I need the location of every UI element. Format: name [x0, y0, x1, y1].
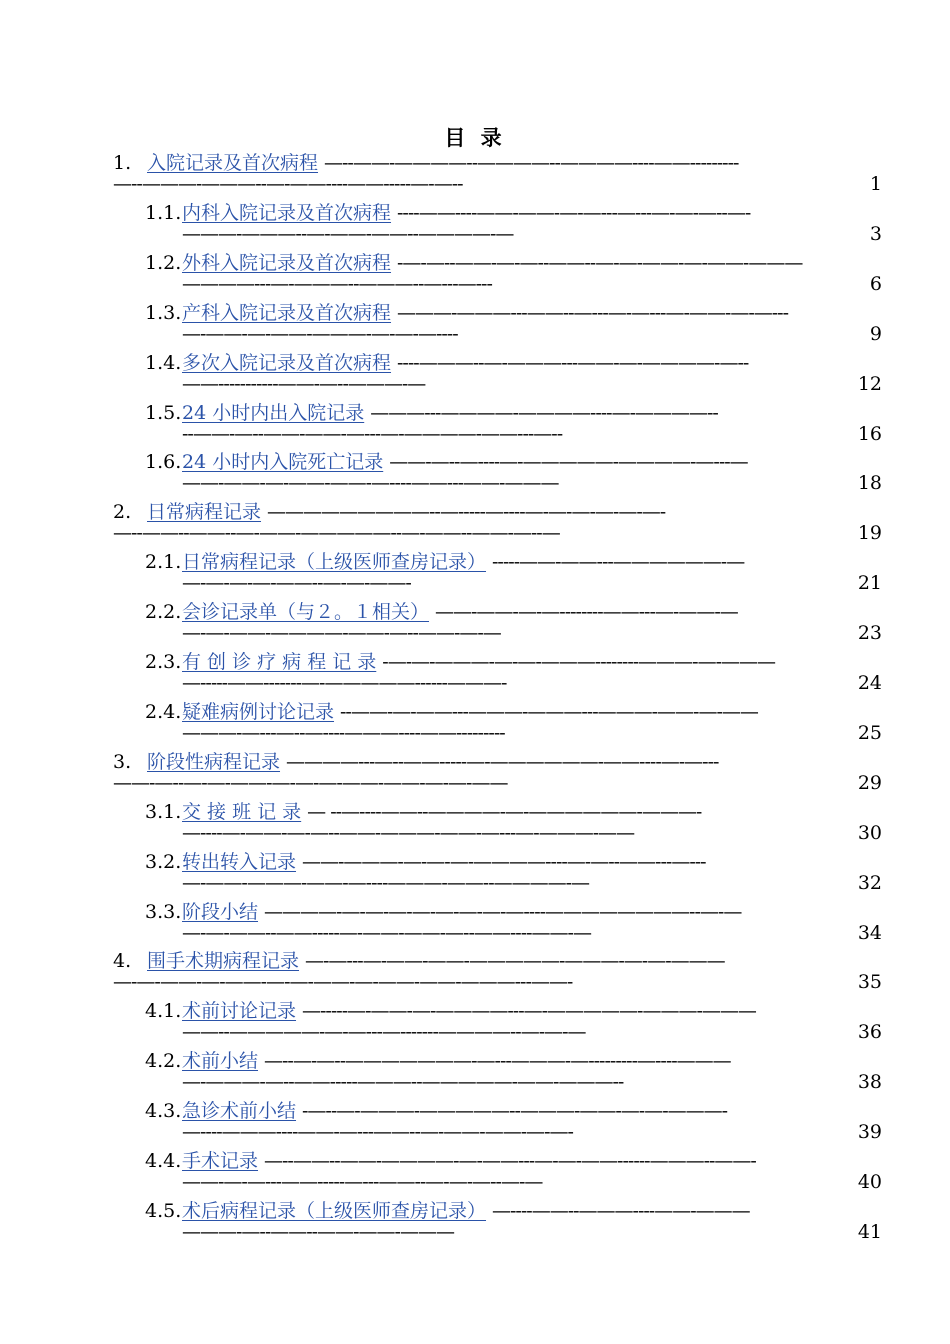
toc-entry-link[interactable]: 24 小时内出入院记录	[182, 401, 365, 424]
toc-entry-number: 3.1.	[145, 800, 182, 823]
toc-leader: —--——--——--—-——-—————--—-——--——-—--—	[113, 522, 560, 545]
toc-entry-link[interactable]: 有 创 诊 疗 病 程 记 录	[182, 651, 377, 673]
toc-entry-line	[145, 547, 882, 574]
toc-leader: ——-----------——-—--———-—	[182, 372, 426, 395]
toc-page-number: 1	[869, 173, 882, 195]
toc-leader: —————————--—-----—----—-—-—-—-—-—-	[267, 501, 666, 524]
toc-entry-link[interactable]: 术后病程记录（上级医师查房记录）	[182, 1199, 487, 1222]
toc-entry-number: 1.5.	[145, 401, 182, 424]
toc-page-number: 34	[857, 921, 882, 944]
toc-entry-line	[145, 897, 882, 924]
toc-entry	[0, 1146, 950, 1196]
toc-entry-link[interactable]: 围手术期病程记录	[147, 950, 300, 973]
toc-leader: —-----——-------—-—————------———-	[182, 672, 507, 694]
toc-page-number: 25	[857, 721, 882, 744]
toc-entry-link[interactable]: 24 小时内入院死亡记录	[182, 451, 384, 474]
toc-leader: —-—-——--——-----—-——-——-—--——----——-—	[182, 921, 591, 944]
toc-entry-link[interactable]: 阶段小结	[182, 900, 259, 923]
toc-page-number: 18	[857, 472, 882, 495]
toc-entry-line	[113, 148, 882, 175]
toc-entry-link[interactable]: 日常病程记录	[147, 501, 262, 524]
toc-leader: —--—-—--———————-—---———-—---------—----———	[264, 1050, 731, 1073]
toc-entry-line	[145, 1196, 882, 1223]
toc-leader: --——-—--——-——-—---—-————-——---—--	[182, 422, 563, 445]
toc-page-number: 19	[857, 522, 882, 545]
toc-entry	[0, 497, 950, 547]
toc-entry	[0, 996, 950, 1046]
toc-entry-line	[113, 946, 882, 973]
toc-entry-line	[145, 447, 882, 474]
toc-entry-line	[145, 847, 882, 874]
toc-entry-number: 2.2.	[145, 601, 182, 624]
toc-entry-line	[145, 348, 882, 375]
toc-leader: ——-—--—-—-——-—-—-—-——-——-—-—-——	[113, 771, 508, 794]
toc-entry	[0, 1196, 950, 1246]
toc-entry-link[interactable]: 外科入院记录及首次病程	[182, 251, 392, 274]
toc-entry-line	[113, 747, 882, 774]
toc-entry	[0, 647, 950, 697]
toc-entry-number: 1.1.	[145, 201, 182, 224]
toc-entry-number: 1.3.	[145, 301, 182, 324]
toc-entry	[0, 447, 950, 497]
toc-leader: —-——-—-——-———-—-—-—----	[182, 322, 458, 345]
toc-entry-line	[145, 1096, 882, 1123]
page-title: 目 录	[444, 125, 506, 150]
toc-entry-line	[145, 1146, 882, 1173]
toc-entry	[0, 897, 950, 947]
toc-entry-number: 1.4.	[145, 351, 182, 374]
toc-leader: ——-———-—-—-—-————----—-—--——---—---	[302, 850, 706, 873]
toc-page-number: 38	[857, 1071, 882, 1094]
toc-page-number: 35	[857, 971, 882, 994]
toc-leader: ——-—-—---——-----—---——--—-—-—--—-—	[182, 1171, 543, 1193]
toc-entry-link[interactable]: 阶段性病程记录	[147, 750, 281, 773]
toc-entry-line	[113, 497, 882, 524]
toc-page-number: 32	[857, 871, 882, 894]
toc-entry	[0, 547, 950, 597]
toc-entry-number: 2.1.	[145, 551, 182, 574]
toc-entry-number: 4.3.	[145, 1100, 182, 1123]
toc-entry-number: 2.	[113, 501, 132, 524]
toc-leader: — --—----——--————-—-——————-———-	[307, 800, 702, 823]
toc-entry-link[interactable]: 日常病程记录（上级医师查房记录）	[182, 551, 487, 574]
toc-entry-line	[145, 697, 882, 724]
toc-page-number: 12	[857, 372, 882, 395]
toc-entry-number: 1.	[113, 152, 132, 174]
toc-entry	[0, 797, 950, 847]
toc-entry-link[interactable]: 入院记录及首次病程	[147, 152, 319, 174]
toc-entry-number: 4.1.	[145, 1000, 182, 1023]
toc-entry-link[interactable]: 产科入院记录及首次病程	[182, 301, 392, 324]
toc-leader: ———-———--—-——-——--————-—	[182, 222, 514, 245]
toc-entry-link[interactable]: 多次入院记录及首次病程	[182, 351, 392, 374]
toc-leader: —-—-—-—-——--—-—-——-	[182, 572, 411, 595]
toc-entry-number: 4.2.	[145, 1050, 182, 1073]
toc-page-number: 23	[857, 622, 882, 645]
toc-entry-link[interactable]: 疑难病例讨论记录	[182, 700, 335, 723]
toc-page-number: 3	[869, 222, 882, 245]
toc-entry-number: 3.	[113, 750, 132, 773]
toc-leader: ———-—--——--——-——-———	[182, 1220, 454, 1243]
toc-entry-link[interactable]: 手术记录	[182, 1150, 259, 1172]
toc-page-number: 30	[857, 821, 882, 844]
toc-entry-link[interactable]: 急诊术前小结	[182, 1100, 297, 1123]
toc-entry	[0, 847, 950, 897]
toc-page-number: 9	[869, 322, 882, 345]
toc-entry	[0, 348, 950, 398]
toc-entry	[0, 946, 950, 996]
toc-entry	[0, 747, 950, 797]
toc-entry-link[interactable]: 术前小结	[182, 1050, 259, 1073]
toc-entry-link[interactable]: 术前讨论记录	[182, 1000, 297, 1023]
toc-leader: —--——-————--————--————----——---------	[324, 152, 739, 174]
toc-entry-line	[145, 1046, 882, 1073]
toc-entry-line	[145, 996, 882, 1023]
toc-page-number: 36	[857, 1021, 882, 1044]
toc-entry-number: 2.3.	[145, 651, 182, 673]
toc-page-number: 16	[857, 422, 882, 445]
toc-entry	[0, 398, 950, 448]
toc-entry	[0, 198, 950, 248]
toc-leader: -—-—-———-—-—-———--------———-—-———	[382, 651, 775, 673]
toc-entry-number: 4.	[113, 950, 132, 973]
toc-leader: ——-——-—-——-——-—----——---——-———	[182, 472, 559, 495]
toc-page-number: 40	[857, 1171, 882, 1193]
toc-leader: —-—-——-—-——-—-—-——-—-——-——-———---——-	[113, 971, 573, 994]
toc-leader: -—--—-———-—————--———-——-—-—-———-	[302, 1100, 728, 1123]
toc-leader: ----——----——-——-—-—---—---—-—-—--—-	[397, 201, 751, 224]
toc-entry	[0, 597, 950, 647]
toc-leader: -—-—--——-—-—--——--—-—-——-—-——-———	[397, 251, 803, 274]
toc-leader: —-—-——-————-——-—--——-—-—	[182, 622, 501, 645]
toc-entry	[0, 298, 950, 348]
toc-leader: —--——--——-————-—-——---—-—-——------———--——-	[264, 1150, 756, 1172]
toc-leader: ————---—-———--———--—---—---	[182, 272, 492, 295]
toc-entry	[0, 1046, 950, 1096]
toc-leader: ———-—---—--—----———----——---------	[182, 721, 505, 744]
toc-page-number: 41	[857, 1220, 882, 1243]
toc-leader: ——--—————-—-—---—-------————--—-—-—	[182, 1021, 586, 1044]
toc-leader: ——-—--—----—-—————-————-—---—	[389, 451, 748, 474]
toc-entry	[0, 697, 950, 747]
toc-leader: —--———-———--—-——----——-----—-—--	[113, 173, 463, 195]
toc-leader: —-——-———-——-—----———-——--————-—	[182, 871, 590, 894]
toc-entry-number: 4.5.	[145, 1199, 182, 1222]
toc-entry-number: 4.4.	[145, 1150, 182, 1172]
toc-leader: ———-———---——--—---—-—---—-——-—-—---	[397, 301, 788, 324]
toc-entry-link[interactable]: 会诊记录单（与２。１相关）	[182, 601, 430, 624]
toc-leader: ----———--—-———---——-—-————-—--	[397, 351, 749, 374]
toc-entry-line	[145, 398, 882, 425]
toc-entry-line	[145, 647, 882, 674]
toc-page-number: 21	[857, 572, 882, 595]
toc-leader: ————-—-—-—-—-—-—-—-—----————————--—-—	[264, 900, 742, 923]
toc-entry-number: 1.2.	[145, 251, 182, 274]
toc-leader: —----———----——-—---——--—-——-——-—-—-	[182, 1121, 573, 1144]
toc-leader: —-———-—--——-----———--—————-——-———--	[182, 1071, 624, 1094]
toc-entry-number: 3.3.	[145, 900, 182, 923]
toc-entry-line	[145, 298, 882, 325]
toc-entry-number: 1.6.	[145, 451, 182, 474]
toc-leader: —----—-——-—-—--——-———-——-—---—-———-——	[182, 821, 635, 844]
toc-page-number: 24	[857, 672, 882, 694]
toc-page-number: 6	[869, 272, 882, 295]
toc-leader: —-----—-——-—-————---—-—————-———-———	[302, 1000, 756, 1023]
toc-page-number: 29	[857, 771, 882, 794]
toc-leader: —-—---—-——-——-—————-———-—-—-———	[305, 950, 725, 973]
toc-entry	[0, 148, 950, 198]
toc-entry-line	[145, 797, 882, 824]
toc-entry-link[interactable]: 交 接 班 记 录	[182, 800, 302, 823]
toc-entry-number: 2.4.	[145, 700, 182, 723]
toc-entry-number: 3.2.	[145, 850, 182, 873]
toc-entry-line	[145, 198, 882, 225]
toc-leader: --——-—-——---———-———---———-——-—-——	[340, 700, 758, 723]
toc-entry	[0, 248, 950, 298]
toc-entry-line	[145, 597, 882, 624]
toc-leader: ——-——-—-—--------——---—-——-—	[435, 601, 738, 624]
toc-leader: —----——--———----——-———	[492, 1199, 750, 1222]
toc-leader: ———---————-————----—-————--	[370, 401, 718, 424]
toc-entry-link[interactable]: 转出转入记录	[182, 850, 297, 873]
toc-page-number: 39	[857, 1121, 882, 1144]
toc-entry-link[interactable]: 内科入院记录及首次病程	[182, 201, 392, 224]
toc-entry-line	[145, 248, 882, 275]
toc-leader: -----——-——---——————-—	[492, 551, 745, 574]
toc-entry	[0, 1096, 950, 1146]
toc-leader: ————---—--——-----—-——————-——----—-—---	[286, 750, 719, 773]
